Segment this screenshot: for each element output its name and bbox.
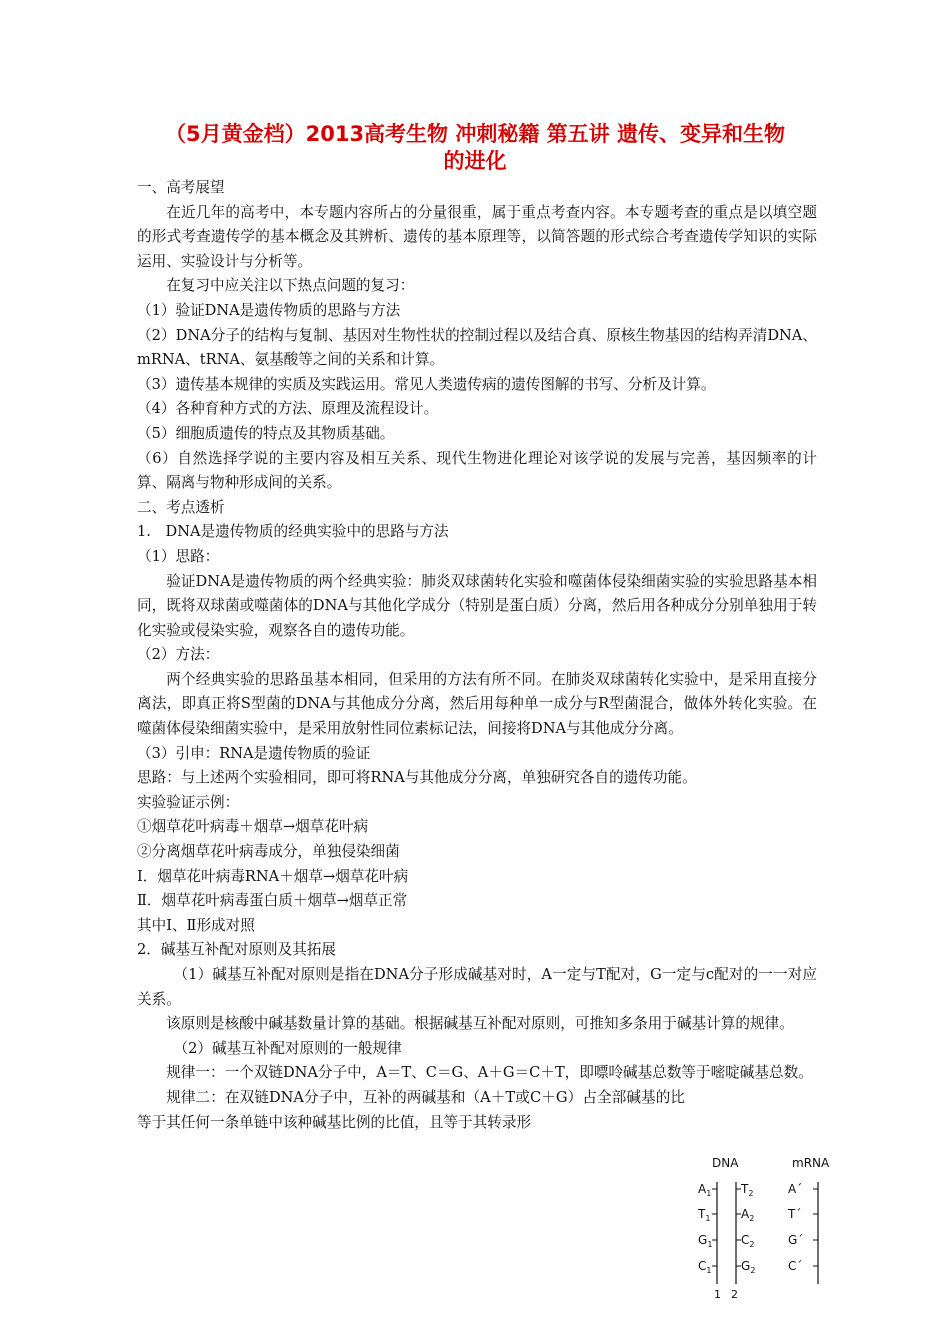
paragraph: ②分离烟草花叶病毒成分，单独侵染细菌 xyxy=(137,843,400,861)
paragraph: 思路：与上述两个实验相同，即可将RNA与其他成分分离，单独研究各自的遗传功能。 xyxy=(137,769,697,787)
paragraph: 规律二：在双链DNA分子中，互补的两碱基和（A＋T或C＋G）占全部碱基的比等于其任何一条单链中该种碱基比例的比值，且等于其转录形 xyxy=(137,1088,685,1131)
dna-left-base-subscript: 1 xyxy=(706,1266,712,1275)
paragraph: （4）各种育种方式的方法、原理及流程设计。 xyxy=(137,400,439,418)
dna-right-base xyxy=(740,1182,753,1198)
dna-right-base xyxy=(741,1207,754,1223)
dna-left-base xyxy=(698,1233,712,1249)
dna-right-base-subscript: 2 xyxy=(749,1240,755,1249)
mrna-base: A´ xyxy=(788,1182,803,1196)
paragraph: 在复习中应关注以下热点问题的复习： xyxy=(166,277,415,295)
dna-left-base-letter: A xyxy=(698,1182,707,1196)
paragraph: 两个经典实验的思路虽基本相同，但采用的方法有所不同。在肺炎双球菌转化实验中，是采用直接分离法，即真正将S型菌的DNA与其他成分分离，然后用每种单一成分与R型菌混合，做体外转化实验。在噬菌体侵染细菌实验中，是采用放射性同位素标记法，间接将DNA与其他成分分离。 xyxy=(137,670,817,738)
paragraph: （1）思路： xyxy=(137,547,220,565)
dna-right-base-letter: G xyxy=(741,1259,751,1273)
dna-left-base-subscript: 1 xyxy=(706,1189,712,1198)
paragraph: 2．碱基互补配对原则及其拓展 xyxy=(137,941,337,959)
paragraph: （2）碱基互补配对原则的一般规律 xyxy=(173,1039,402,1057)
paragraph: 在近几年的高考中，本专题内容所占的分量很重，属于重点考查内容。本专题考查的重点是以填空题的形式考查遗传学的基本概念及其辨析、遗传的基本原理等，以简答题的形式综合考查遗传学知识的实际运用、实验设计与分析等。 xyxy=(137,203,817,270)
dna-right-base-subscript: 2 xyxy=(750,1266,756,1275)
paragraph: I．烟草花叶病毒RNA＋烟草→烟草花叶病 xyxy=(137,867,409,885)
paragraph: （3）遗传基本规律的实质及实践运用。常见人类遗传病的遗传图解的书写、分析及计算。 xyxy=(137,375,716,393)
dna-right-base-letter: A xyxy=(741,1207,750,1221)
dna-right-base-letter: T xyxy=(741,1182,749,1196)
dna-right-base-subscript: 2 xyxy=(748,1189,754,1198)
dna-right-base-subscript: 2 xyxy=(749,1214,755,1223)
paragraph: （5）细胞质遗传的特点及其物质基础。 xyxy=(137,424,395,442)
dna-mrna-diagram xyxy=(690,1152,840,1302)
paragraph: （1）碱基互补配对原则是指在DNA分子形成碱基对时，A一定与T配对，G一定与c配对的一一对应关系。 xyxy=(137,966,817,1008)
mrna-label: mRNA xyxy=(792,1156,830,1170)
paragraph: 一、高考展望 xyxy=(137,179,225,196)
dna-left-base-subscript: 1 xyxy=(707,1240,713,1249)
mrna-base: C´ xyxy=(788,1259,803,1273)
paragraph: 其中Ⅰ、Ⅱ形成对照 xyxy=(137,916,255,934)
paragraph: （3）引申：RNA是遗传物质的验证 xyxy=(137,744,371,762)
dna-left-base xyxy=(697,1207,710,1223)
strand-number-1: 1 xyxy=(714,1288,721,1301)
mrna-base: T´ xyxy=(788,1207,802,1221)
dna-label: DNA xyxy=(712,1156,739,1170)
strand-number-2: 2 xyxy=(731,1288,738,1301)
paragraph: 1. DNA是遗传物质的经典实验中的思路与方法 xyxy=(137,523,449,541)
dna-left-base-subscript: 1 xyxy=(705,1214,711,1223)
mrna-base: G´ xyxy=(788,1233,804,1247)
paragraph: ①烟草花叶病毒＋烟草→烟草花叶病 xyxy=(137,818,369,836)
dna-left-base-letter: C xyxy=(698,1259,707,1273)
paragraph: Ⅱ．烟草花叶病毒蛋白质＋烟草→烟草正常 xyxy=(137,892,408,910)
paragraph: 实验验证示例： xyxy=(137,793,240,811)
paragraph: 规律一：一个双链DNA分子中，A＝T、C＝G、A＋G＝C＋T，即嘌呤碱基总数等于嘧啶碱基总数。 xyxy=(166,1064,813,1082)
paragraph: 二、考点透析 xyxy=(137,498,225,516)
dna-right-base-letter: C xyxy=(741,1233,750,1247)
paragraph: 该原则是核酸中碱基数量计算的基础。根据碱基互补配对原则，可推知多条用于碱基计算的规律。 xyxy=(166,1015,794,1033)
document-body xyxy=(137,176,817,1135)
paragraph: （2）DNA分子的结构与复制、基因对生物性状的控制过程以及结合真、原核生物基因的结构弄清DNA、mRNA、tRNA、氨基酸等之间的关系和计算。 xyxy=(137,326,817,369)
paragraph: 验证DNA是遗传物质的两个经典实验：肺炎双球菌转化实验和噬菌体侵染细菌实验的实验思路基本相同，既将双球菌或噬菌体的DNA与其他化学成分（特别是蛋白质）分离，然后用各种成分分别单独用于转化实验或侵染实验，观察各自的遗传功能。 xyxy=(137,572,817,639)
dna-left-base xyxy=(698,1182,711,1198)
paragraph: （6）自然选择学说的主要内容及相互关系、现代生物进化理论对该学说的发展与完善，基因频率的计算、隔离与物种形成间的关系。 xyxy=(137,449,817,492)
document-title xyxy=(120,121,830,175)
dna-left-base xyxy=(698,1259,711,1275)
dna-left-base-letter: G xyxy=(698,1233,708,1247)
paragraph: （2）方法： xyxy=(137,646,220,664)
dna-right-base xyxy=(741,1259,755,1275)
title-line-1: （5月黄金档）2013高考生物 冲刺秘籍 第五讲 遗传、变异和生物 xyxy=(165,122,785,146)
dna-left-base-letter: T xyxy=(698,1207,706,1221)
paragraph: （1）验证DNA是遗传物质的思路与方法 xyxy=(137,301,401,319)
dna-right-base xyxy=(741,1233,754,1249)
title-line-2: 的进化 xyxy=(443,149,507,173)
